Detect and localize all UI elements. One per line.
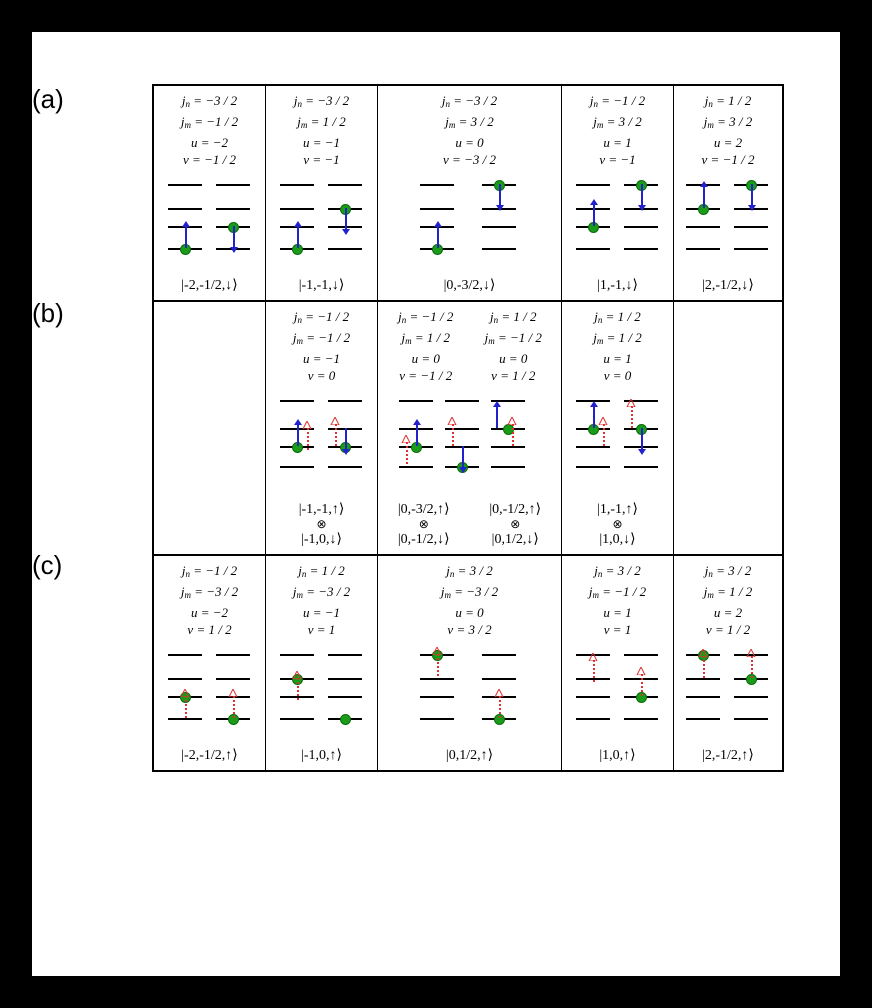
cell-a5 bbox=[674, 86, 782, 300]
panel-row-b bbox=[154, 302, 782, 556]
quantum-numbers-c3: $j_n = 3 / 2$ $j_m = -3 / 2$ u = 0 v = 3 / 2 bbox=[440, 563, 499, 637]
level-diagram-c1 bbox=[162, 644, 258, 722]
level-diagram-c5 bbox=[680, 644, 776, 722]
quantum-numbers-a1: $j_n = -3 / 2$ $j_m = -1 / 2$ u = −2 v = −1 / 2 bbox=[180, 93, 239, 167]
cell-b1-empty bbox=[154, 302, 266, 554]
level-diagram-a2 bbox=[274, 174, 370, 252]
state-ket-c1: |-2,-1/2,↑⟩ bbox=[181, 748, 238, 763]
cell-c5 bbox=[674, 556, 782, 770]
panel-row-a bbox=[154, 86, 782, 302]
quantum-numbers-c4: $j_n = 3 / 2$ $j_m = -1 / 2$ u = 1 v = 1 bbox=[588, 563, 647, 637]
panel-label-a: (a) bbox=[32, 84, 64, 114]
cell-b2 bbox=[266, 302, 378, 554]
level-diagram-a3 bbox=[390, 174, 550, 252]
cell-b5-empty bbox=[674, 302, 782, 554]
figure-page bbox=[32, 32, 840, 976]
level-diagram-a5 bbox=[680, 174, 776, 252]
state-ket-c3: |0,1/2,↑⟩ bbox=[445, 748, 494, 763]
state-ket-b3-right: |0,-1/2,↑⟩ ⊗ |0,1/2,↓⟩ bbox=[489, 502, 542, 547]
quantum-numbers-b3 bbox=[382, 308, 557, 384]
quantum-numbers-b3-left: $j_n = -1 / 2$ $j_m = 1 / 2$ u = 0 v = −1 / 2 bbox=[398, 309, 454, 383]
panel-label-b: (b) bbox=[32, 298, 64, 328]
level-diagram-a4 bbox=[570, 174, 666, 252]
quantum-numbers-b2: $j_n = -1 / 2$ $j_m = -1 / 2$ u = −1 v = 0 bbox=[292, 309, 351, 383]
cell-a1 bbox=[154, 86, 266, 300]
cell-b4 bbox=[562, 302, 674, 554]
quantum-numbers-a4: $j_n = -1 / 2$ $j_m = 3 / 2$ u = 1 v = −1 bbox=[589, 93, 646, 167]
quantum-numbers-a2: $j_n = -3 / 2$ $j_m = 1 / 2$ u = −1 v = −1 bbox=[293, 93, 350, 167]
state-ket-a2: |-1,-1,↓⟩ bbox=[298, 278, 345, 293]
quantum-numbers-b4: $j_n = 1 / 2$ $j_m = 1 / 2$ u = 1 v = 0 bbox=[593, 309, 642, 383]
quantum-numbers-a5: $j_n = 1 / 2$ $j_m = 3 / 2$ u = 2 v = −1 / 2 bbox=[701, 93, 755, 167]
quantum-numbers-a3: $j_n = -3 / 2$ $j_m = 3 / 2$ u = 0 v = −3 / 2 bbox=[441, 93, 498, 167]
state-ket-a4: |1,-1,↓⟩ bbox=[597, 278, 638, 293]
level-diagram-b3 bbox=[385, 390, 555, 468]
quantum-numbers-c5: $j_n = 3 / 2$ $j_m = 1 / 2$ u = 2 v = 1 / 2 bbox=[703, 563, 753, 637]
state-ket-b2: |-1,-1,↑⟩ ⊗ |-1,0,↓⟩ bbox=[298, 502, 345, 547]
quantum-numbers-c1: $j_n = -1 / 2$ $j_m = -3 / 2$ u = −2 v = 1 / 2 bbox=[180, 563, 239, 637]
state-ket-c5: |2,-1/2,↑⟩ bbox=[702, 748, 754, 763]
state-ket-a3: |0,-3/2,↓⟩ bbox=[443, 278, 496, 293]
electron-dot bbox=[340, 714, 351, 725]
cell-c4 bbox=[562, 556, 674, 770]
level-diagram-b4 bbox=[570, 390, 666, 468]
panel-row-c bbox=[154, 556, 782, 770]
cell-a2 bbox=[266, 86, 378, 300]
cell-c3 bbox=[378, 556, 562, 770]
state-ket-b3-left: |0,-3/2,↑⟩ ⊗ |0,-1/2,↓⟩ bbox=[397, 502, 450, 547]
level-diagram-c3 bbox=[390, 644, 550, 722]
cell-c1 bbox=[154, 556, 266, 770]
state-ket-a5: |2,-1/2,↓⟩ bbox=[702, 278, 754, 293]
level-diagram-b2 bbox=[274, 390, 370, 468]
cell-b3 bbox=[378, 302, 562, 554]
state-ket-a1: |-2,-1/2,↓⟩ bbox=[181, 278, 238, 293]
cell-c2 bbox=[266, 556, 378, 770]
cell-a3 bbox=[378, 86, 562, 300]
panel-label-c: (c) bbox=[32, 550, 63, 580]
energy-level-figure bbox=[152, 84, 784, 772]
state-ket-b3 bbox=[378, 501, 561, 548]
level-diagram-c2 bbox=[274, 644, 370, 722]
state-ket-c4: |1,0,↑⟩ bbox=[599, 748, 636, 763]
level-diagram-a1 bbox=[162, 174, 258, 252]
level-diagram-c4 bbox=[570, 644, 666, 722]
state-ket-b4: |1,-1,↑⟩ ⊗ |1,0,↓⟩ bbox=[597, 502, 638, 547]
quantum-numbers-c2: $j_n = 1 / 2$ $j_m = -3 / 2$ u = −1 v = 1 bbox=[292, 563, 351, 637]
cell-a4 bbox=[562, 86, 674, 300]
state-ket-c2: |-1,0,↑⟩ bbox=[301, 748, 342, 763]
quantum-numbers-b3-right: $j_n = 1 / 2$ $j_m = -1 / 2$ u = 0 v = 1 / 2 bbox=[484, 309, 542, 383]
